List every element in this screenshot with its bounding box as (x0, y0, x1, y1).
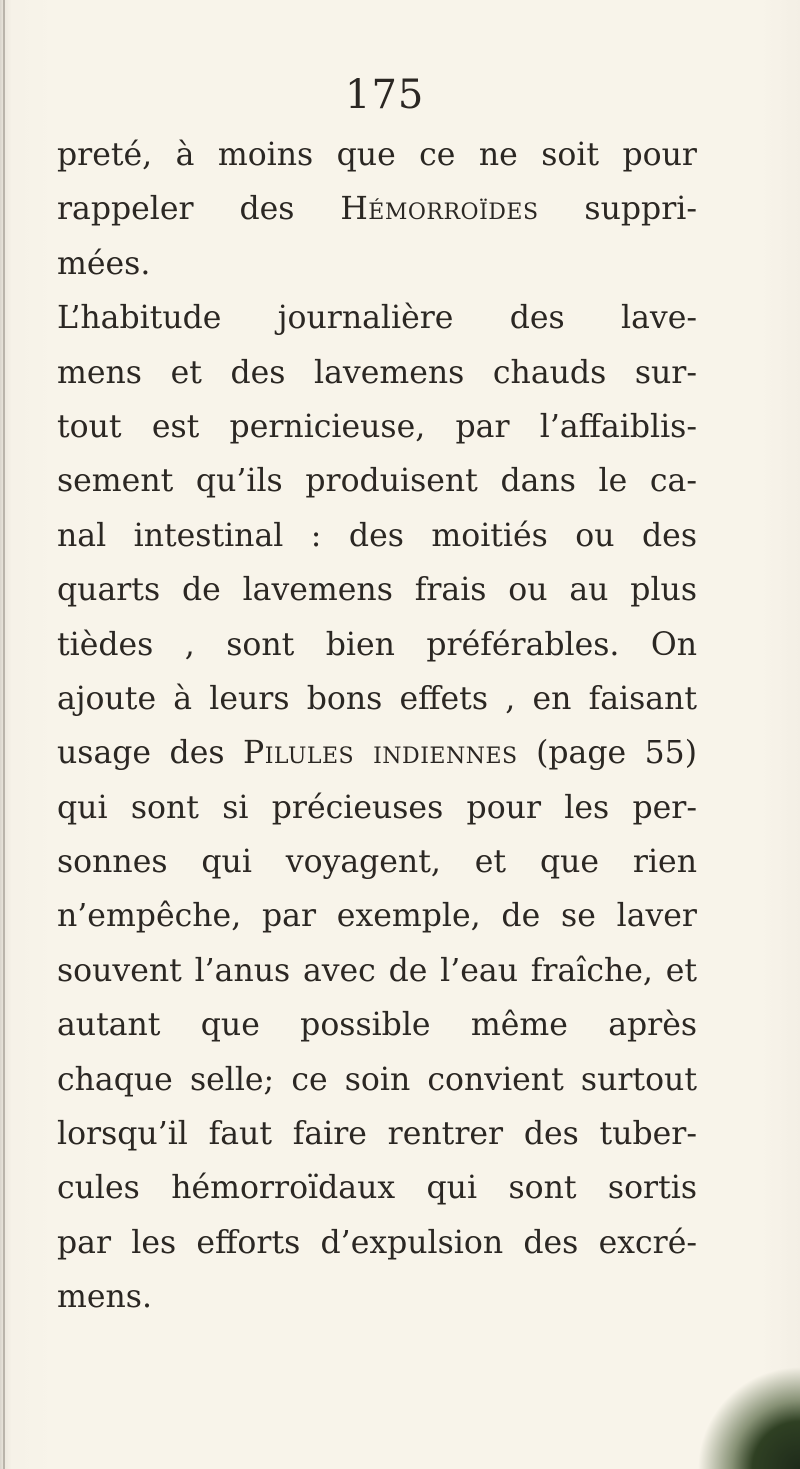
text-line: sement qu’ils produisent dans le ca- (57, 463, 697, 500)
text-line: n’empêche, par exemple, de se laver (57, 898, 697, 935)
text-line: sonnes qui voyagent, et que rien (57, 844, 697, 881)
corner-stain (680, 1349, 800, 1469)
page-number: 175 (345, 72, 425, 118)
small-caps-term: Pilules indiennes (243, 735, 518, 772)
text-line: chaque selle; ce soin convient surtout (57, 1061, 697, 1098)
text-line: cules hémorroïdaux qui sont sortis (57, 1170, 697, 1207)
text-line: nal intestinal : des moitiés ou des (57, 517, 697, 554)
text-line: autant que possible même après (57, 1007, 697, 1044)
text-line: qui sont si précieuses pour les per- (57, 789, 697, 826)
text-line: ajoute à leurs bons effets , en faisant (57, 680, 697, 717)
text-line: mées. (57, 245, 151, 282)
text-line: L’habitude journalière des lave- (57, 300, 697, 337)
text-line: mens et des lavemens chauds sur- (57, 354, 697, 391)
text-line: tièdes , sont bien préférables. On (57, 626, 697, 663)
text-line: usage des Pilules indiennes (page 55) (57, 735, 698, 772)
text-line: rappeler des Hémorroïdes suppri- (57, 191, 697, 228)
text-line: quarts de lavemens frais ou au plus (57, 572, 697, 609)
text-line: souvent l’anus avec de l’eau fraîche, et (57, 952, 697, 989)
binding-edge (3, 0, 5, 1469)
text-line: par les efforts d’expulsion des excré- (57, 1224, 697, 1261)
text-line: preté, à moins que ce ne soit pour (57, 137, 697, 173)
small-caps-term: Hémorroïdes (340, 191, 539, 228)
text-line: mens. (57, 1279, 152, 1316)
text-line: lorsqu’il faut faire rentrer des tuber- (57, 1116, 697, 1153)
text-line: tout est pernicieuse, par l’affaiblis- (57, 408, 697, 445)
body-text (57, 128, 697, 1325)
